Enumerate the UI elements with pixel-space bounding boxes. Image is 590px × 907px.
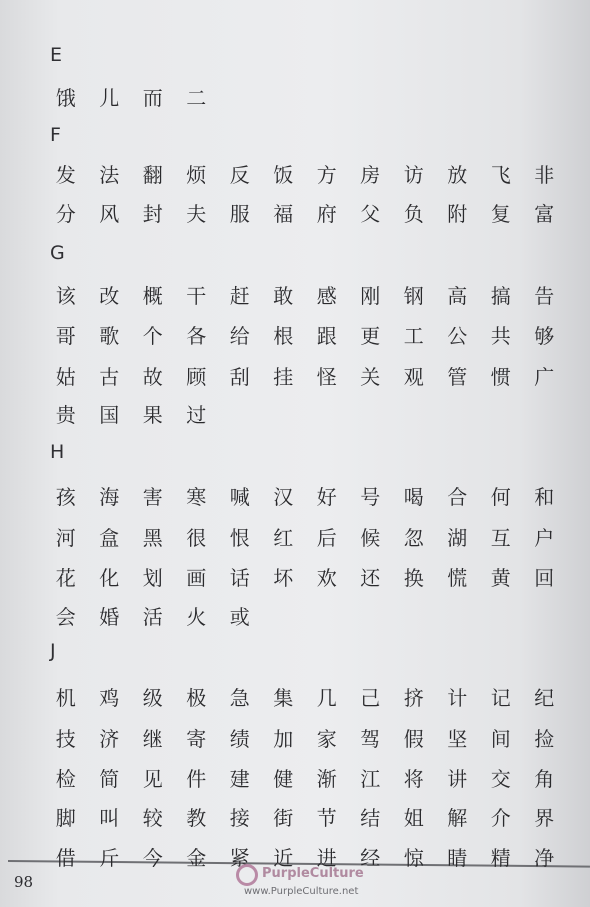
char: 好: [316, 485, 337, 509]
char: 角: [534, 767, 555, 791]
char: 赶: [229, 284, 250, 308]
char: 净: [534, 846, 555, 870]
char: 坏: [273, 566, 294, 590]
char: 夫: [186, 202, 207, 226]
char: 间: [490, 727, 511, 751]
char: 精: [490, 846, 511, 870]
char: 概: [142, 284, 163, 308]
char: 互: [490, 526, 511, 550]
char: 脚: [55, 806, 76, 830]
char: 坚: [447, 727, 468, 751]
char: 该: [55, 284, 76, 308]
char: 贵: [55, 403, 76, 427]
char: 金: [186, 846, 207, 870]
char: 结: [360, 806, 381, 830]
char-row: [44, 159, 566, 197]
char: 恨: [229, 526, 250, 550]
char: 盒: [99, 526, 120, 550]
char: 或: [229, 605, 250, 629]
char: 父: [360, 202, 381, 226]
char-row: [44, 682, 566, 720]
char: 画: [186, 566, 207, 590]
char: 黄: [490, 566, 511, 590]
char: 交: [490, 767, 511, 791]
char: 集: [273, 686, 294, 710]
char: 汉: [273, 485, 294, 509]
char: 后: [316, 526, 337, 550]
char: 过: [186, 403, 207, 427]
char: 复: [490, 202, 511, 226]
char: 讲: [447, 767, 468, 791]
char: 怪: [316, 365, 337, 389]
char: 家: [316, 727, 337, 751]
char: 教: [186, 806, 207, 830]
char: 较: [142, 806, 163, 830]
char: 二: [186, 86, 207, 110]
char: 建: [229, 767, 250, 791]
char: 工: [403, 324, 424, 348]
char-row: [44, 399, 218, 437]
char: 今: [142, 846, 163, 870]
char: 候: [360, 526, 381, 550]
char: 技: [55, 727, 76, 751]
char: 湖: [447, 526, 468, 550]
char: 介: [490, 806, 511, 830]
char: 顾: [186, 365, 207, 389]
char: 还: [360, 566, 381, 590]
watermark-url: www.PurpleCulture.net: [244, 886, 359, 897]
char: 济: [99, 727, 120, 751]
char-row: [44, 481, 566, 519]
char: 关: [360, 365, 381, 389]
char: 鸡: [99, 686, 120, 710]
char: 高: [447, 284, 468, 308]
char: 机: [55, 686, 76, 710]
char: 节: [316, 806, 337, 830]
char: 烦: [186, 163, 207, 187]
char: 话: [229, 566, 250, 590]
char: 刚: [360, 284, 381, 308]
char: 富: [534, 202, 555, 226]
char: 福: [273, 202, 294, 226]
char: 简: [99, 767, 120, 791]
char-row: [44, 601, 262, 639]
char: 记: [490, 686, 511, 710]
char: 姑: [55, 365, 76, 389]
char: 化: [99, 566, 120, 590]
section-letter-g: G: [50, 242, 65, 264]
char: 睛: [447, 846, 468, 870]
char: 惊: [403, 846, 424, 870]
char: 寄: [186, 727, 207, 751]
char: 极: [186, 686, 207, 710]
char: 古: [99, 365, 120, 389]
char: 附: [447, 202, 468, 226]
char: 感: [316, 284, 337, 308]
char: 风: [99, 202, 120, 226]
char: 驾: [360, 727, 381, 751]
char: 广: [534, 365, 555, 389]
char: 街: [273, 806, 294, 830]
char: 江: [360, 767, 381, 791]
char: 放: [447, 163, 468, 187]
char: 欢: [316, 566, 337, 590]
char: 划: [142, 566, 163, 590]
char: 活: [142, 605, 163, 629]
char: 管: [447, 365, 468, 389]
char: 国: [99, 403, 120, 427]
char: 飞: [490, 163, 511, 187]
char: 访: [403, 163, 424, 187]
char: 房: [360, 163, 381, 187]
char: 件: [186, 767, 207, 791]
char: 改: [99, 284, 120, 308]
char: 果: [142, 403, 163, 427]
char: 慌: [447, 566, 468, 590]
char: 干: [186, 284, 207, 308]
char: 叫: [99, 806, 120, 830]
char: 儿: [99, 86, 120, 110]
char: 加: [273, 727, 294, 751]
char: 翻: [142, 163, 163, 187]
page-number: 98: [14, 873, 34, 891]
char: 绩: [229, 727, 250, 751]
char-row: [44, 802, 566, 840]
char: 故: [142, 365, 163, 389]
char-row: [44, 723, 566, 761]
char: 反: [229, 163, 250, 187]
char: 共: [490, 324, 511, 348]
char: 搞: [490, 284, 511, 308]
char: 很: [186, 526, 207, 550]
char: 继: [142, 727, 163, 751]
char: 哥: [55, 324, 76, 348]
char: 个: [142, 324, 163, 348]
char: 饭: [273, 163, 294, 187]
char: 黑: [142, 526, 163, 550]
char: 挂: [273, 365, 294, 389]
char: 钢: [403, 284, 424, 308]
char: 孩: [55, 485, 76, 509]
char: 非: [534, 163, 555, 187]
char: 紧: [229, 846, 250, 870]
char: 法: [99, 163, 120, 187]
char: 各: [186, 324, 207, 348]
char: 假: [403, 727, 424, 751]
char: 近: [273, 846, 294, 870]
char: 封: [142, 202, 163, 226]
char: 纪: [534, 686, 555, 710]
char: 发: [55, 163, 76, 187]
char: 方: [316, 163, 337, 187]
char: 换: [403, 566, 424, 590]
char: 够: [534, 324, 555, 348]
char: 和: [534, 485, 555, 509]
char: 将: [403, 767, 424, 791]
char: 寒: [186, 485, 207, 509]
char: 会: [55, 605, 76, 629]
char: 计: [447, 686, 468, 710]
char: 借: [55, 846, 76, 870]
char-row: [44, 198, 566, 236]
char: 进: [316, 846, 337, 870]
char: 婚: [99, 605, 120, 629]
char-row: [44, 280, 566, 318]
char: 何: [490, 485, 511, 509]
char: 渐: [316, 767, 337, 791]
char-row: [44, 562, 566, 600]
section-letter-j: J: [50, 640, 56, 662]
char: 户: [534, 526, 555, 550]
char: 分: [55, 202, 76, 226]
char: 惯: [490, 365, 511, 389]
char: 斤: [99, 846, 120, 870]
char: 回: [534, 566, 555, 590]
char: 观: [403, 365, 424, 389]
char: 河: [55, 526, 76, 550]
char: 解: [447, 806, 468, 830]
char: 火: [186, 605, 207, 629]
char: 跟: [316, 324, 337, 348]
char: 界: [534, 806, 555, 830]
watermark-name: PurpleCulture: [262, 866, 364, 881]
char: 歌: [99, 324, 120, 348]
char: 己: [360, 686, 381, 710]
char: 刮: [229, 365, 250, 389]
char-row: [44, 320, 566, 358]
section-letter-h: H: [50, 441, 65, 463]
section-letter-e: E: [50, 44, 63, 66]
char: 级: [142, 686, 163, 710]
char: 服: [229, 202, 250, 226]
section-letter-f: F: [50, 124, 61, 146]
char: 接: [229, 806, 250, 830]
char: 公: [447, 324, 468, 348]
char: 喝: [403, 485, 424, 509]
char-row: [44, 82, 218, 120]
char: 检: [55, 767, 76, 791]
char: 而: [142, 86, 163, 110]
watermark-logo-icon: [236, 864, 258, 886]
char-row: [44, 763, 566, 801]
char: 红: [273, 526, 294, 550]
char: 几: [316, 686, 337, 710]
char: 敢: [273, 284, 294, 308]
char: 花: [55, 566, 76, 590]
char: 健: [273, 767, 294, 791]
char: 给: [229, 324, 250, 348]
char: 见: [142, 767, 163, 791]
char: 告: [534, 284, 555, 308]
char: 号: [360, 485, 381, 509]
char: 海: [99, 485, 120, 509]
char: 合: [447, 485, 468, 509]
char: 捡: [534, 727, 555, 751]
char: 府: [316, 202, 337, 226]
char: 饿: [55, 86, 76, 110]
char: 根: [273, 324, 294, 348]
char: 忽: [403, 526, 424, 550]
char-row: [44, 361, 566, 399]
char: 负: [403, 202, 424, 226]
char: 害: [142, 485, 163, 509]
char: 挤: [403, 686, 424, 710]
char: 喊: [229, 485, 250, 509]
char: 姐: [403, 806, 424, 830]
char-row: [44, 522, 566, 560]
char: 更: [360, 324, 381, 348]
char: 经: [360, 846, 381, 870]
char: 急: [229, 686, 250, 710]
